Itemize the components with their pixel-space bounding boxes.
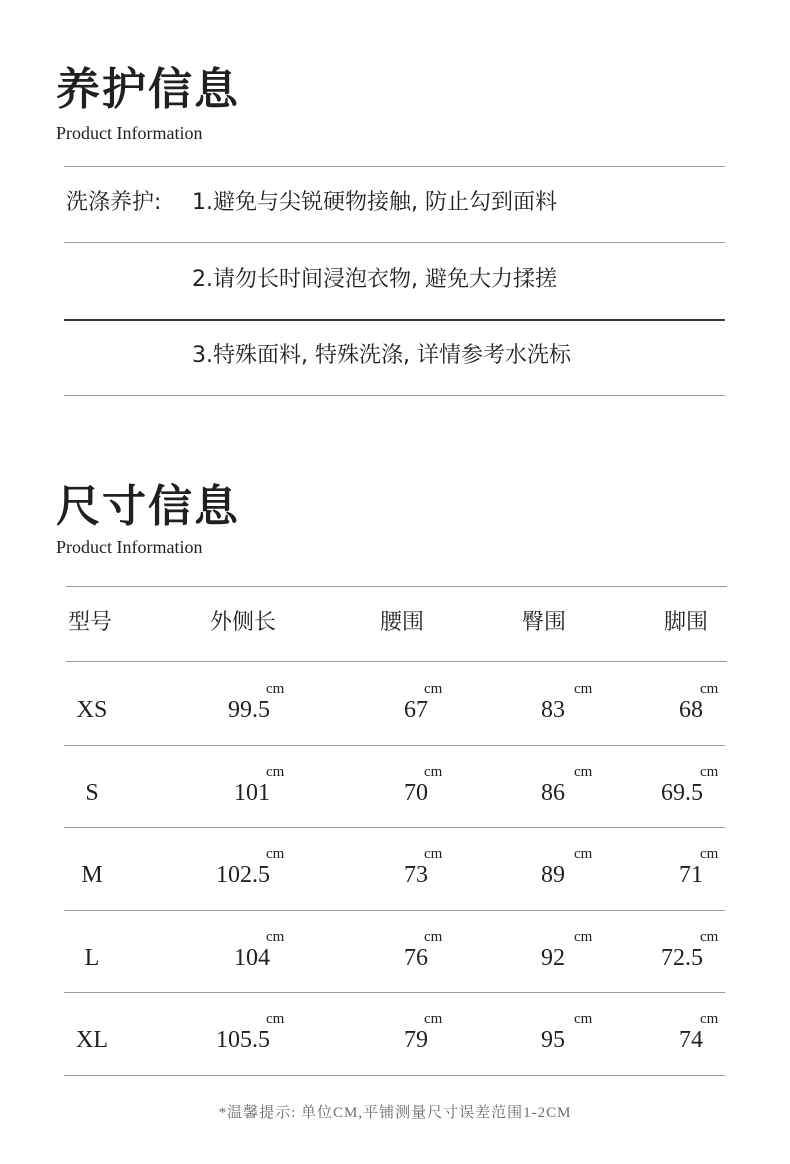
divider — [64, 166, 725, 167]
measurement-value: 95 — [541, 1027, 565, 1053]
unit-label: cm — [266, 763, 285, 780]
divider — [64, 242, 725, 243]
unit-label: cm — [266, 928, 285, 945]
care-label: 洗涤养护: — [66, 190, 162, 215]
unit-label: cm — [574, 846, 593, 862]
measurement-value: 83 — [541, 697, 565, 723]
unit-label: cm — [424, 1011, 443, 1027]
measurement-value: 73 — [404, 862, 428, 888]
care-item-3: 3.特殊面料, 特殊洗涤, 详情参考水洗标 — [192, 343, 571, 368]
measurement-value: 79 — [404, 1027, 428, 1053]
divider — [64, 827, 725, 828]
size-label: S — [85, 779, 99, 806]
measurement-value: 105.5 — [216, 1027, 270, 1053]
care-item-2: 2.请勿长时间浸泡衣物, 避免大力揉搓 — [192, 267, 557, 292]
unit-label: cm — [574, 763, 593, 780]
unit-label: cm — [574, 1011, 593, 1027]
unit-label: cm — [424, 681, 443, 697]
measurement-value: 99.5 — [228, 697, 270, 723]
size-label: M — [81, 862, 103, 888]
measurement-value: 86 — [541, 779, 565, 806]
divider — [64, 745, 725, 746]
divider — [64, 1075, 725, 1076]
header-hip: 臀围 — [522, 610, 567, 635]
measurement-value: 74 — [679, 1027, 703, 1053]
divider — [64, 910, 725, 911]
unit-label: cm — [574, 928, 593, 945]
measurement-value: 68 — [679, 697, 703, 723]
unit-label: cm — [700, 763, 719, 780]
measurement-value: 89 — [541, 862, 565, 888]
divider — [64, 319, 725, 321]
footnote: *温馨提示: 单位CM,平铺测量尺寸误差范围1-2CM — [218, 1105, 572, 1121]
unit-label: cm — [700, 928, 719, 945]
size-subtitle: Product Information — [56, 537, 203, 557]
care-title: 养护信息 — [56, 65, 240, 114]
size-label: XL — [76, 1027, 108, 1053]
table-top-rule — [66, 586, 727, 587]
measurement-value: 70 — [404, 779, 428, 806]
header-leg-opening: 脚围 — [664, 610, 709, 635]
unit-label: cm — [424, 763, 443, 780]
divider — [66, 661, 727, 662]
size-title: 尺寸信息 — [56, 482, 240, 531]
unit-label: cm — [266, 1011, 285, 1027]
divider — [64, 992, 725, 993]
size-label: L — [84, 944, 100, 971]
measurement-value: 71 — [679, 862, 703, 888]
header-outseam: 外侧长 — [210, 610, 277, 635]
care-subtitle: Product Information — [56, 123, 203, 143]
divider — [64, 395, 725, 396]
measurement-value: 69.5 — [661, 779, 703, 806]
care-item-1: 1.避免与尖锐硬物接触, 防止勾到面料 — [192, 190, 557, 215]
measurement-value: 101 — [234, 779, 270, 806]
unit-label: cm — [266, 846, 285, 862]
unit-label: cm — [266, 681, 285, 697]
measurement-value: 72.5 — [661, 944, 703, 971]
header-waist: 腰围 — [380, 610, 425, 635]
unit-label: cm — [424, 846, 443, 862]
measurement-value: 104 — [234, 944, 270, 971]
unit-label: cm — [424, 928, 443, 945]
header-size: 型号 — [68, 610, 113, 635]
unit-label: cm — [700, 681, 719, 697]
measurement-value: 92 — [541, 944, 565, 971]
unit-label: cm — [700, 846, 719, 862]
measurement-value: 76 — [404, 944, 428, 971]
size-label: XS — [76, 697, 108, 723]
measurement-value: 102.5 — [216, 862, 270, 888]
unit-label: cm — [700, 1011, 719, 1027]
measurement-value: 67 — [404, 697, 428, 723]
unit-label: cm — [574, 681, 593, 697]
